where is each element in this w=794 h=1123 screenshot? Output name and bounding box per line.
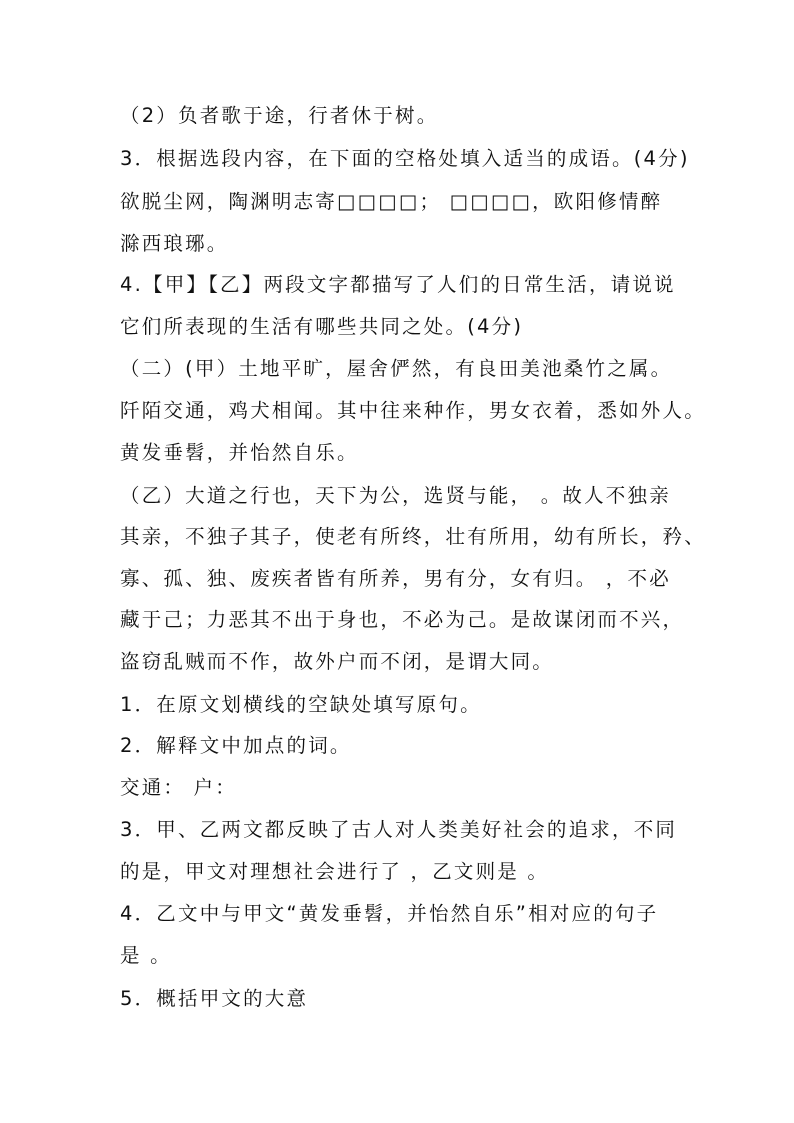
question-4-line-2: 它们所表现的生活有哪些共同之处。(4分) bbox=[120, 315, 524, 338]
passage-jia-line-2: 阡陌交通，鸡犬相闻。其中往来种作，男女衣着，悉如外人。 bbox=[120, 399, 706, 422]
exercise-3-line-2: 的是，甲文对理想社会进行了 ，乙文则是 。 bbox=[120, 860, 550, 883]
exercise-3-line-1: 3．甲、乙两文都反映了古人对人类美好社会的追求，不同 bbox=[120, 818, 678, 841]
exercise-2-line: 2．解释文中加点的词。 bbox=[120, 734, 352, 757]
exercise-4-line-1: 4．乙文中与甲文“黄发垂髫，并怡然自乐”相对应的句子 bbox=[120, 902, 659, 925]
passage-yi-line-5: 盗窃乱贼而不作，故外户而不闭，是谓大同。 bbox=[120, 650, 555, 673]
passage-yi-line-1: （乙）大道之行也，天下为公，选贤与能， 。故人不独亲 bbox=[120, 484, 671, 507]
passage-jia-line-1: （二）(甲）土地平旷，屋舍俨然，有良田美池桑竹之属。 bbox=[120, 357, 673, 380]
passage-yi-line-3: 寡、孤、独、废疾者皆有所养，男有分，女有归。 ，不必 bbox=[120, 567, 671, 590]
question-4-line-1: 4.【甲】【乙】两段文字都描写了人们的日常生活，请说说 bbox=[120, 273, 676, 296]
passage-yi-line-2: 其亲，不独子其子，使老有所终，壮有所用，幼有所长，矜、 bbox=[120, 525, 706, 548]
question-3-fill-line-1: 欲脱尘网，陶渊明志寄□□□□； □□□□，欧阳修情醉 bbox=[120, 190, 663, 213]
passage-jia-line-3: 黄发垂髫，并怡然自乐。 bbox=[120, 441, 359, 464]
exercise-1-line: 1．在原文划横线的空缺处填写原句。 bbox=[120, 693, 482, 716]
exercise-5-line: 5．概括甲文的大意 bbox=[120, 987, 309, 1010]
text-line-answer-2: （2）负者歌于途，行者休于树。 bbox=[120, 104, 439, 127]
question-3-fill-line-2: 滁西琅琊。 bbox=[120, 232, 229, 255]
exercise-4-line-2: 是 。 bbox=[120, 944, 172, 967]
exercise-2-terms-line: 交通： 户： bbox=[120, 776, 237, 799]
passage-yi-line-4: 藏于己；力恶其不出于身也，不必为己。是故谋闭而不兴， bbox=[120, 608, 685, 631]
question-3-line: 3．根据选段内容，在下面的空格处填入适当的成语。(4分) bbox=[120, 147, 690, 170]
